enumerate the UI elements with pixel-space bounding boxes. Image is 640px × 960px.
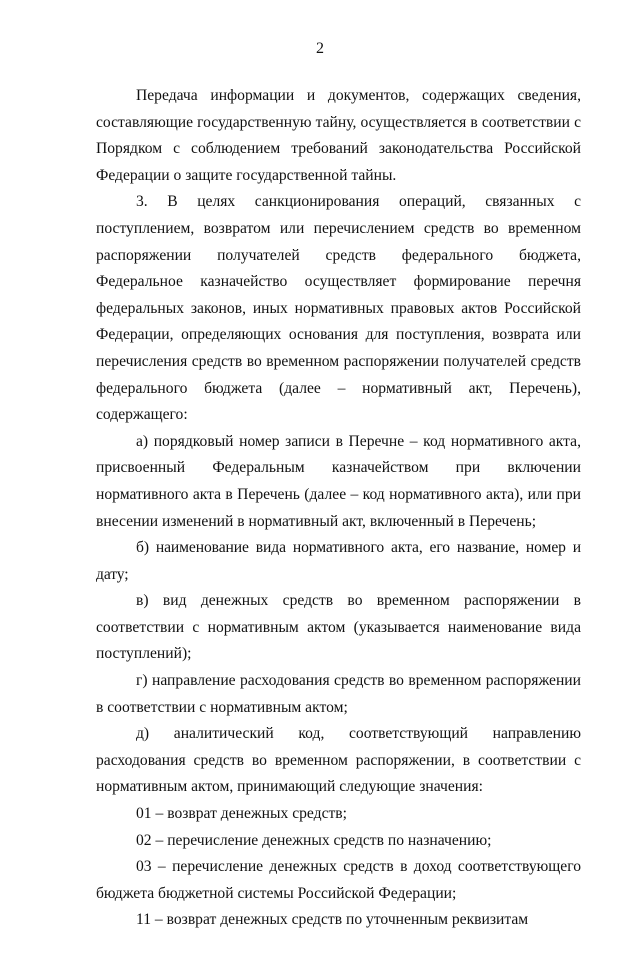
- page-number: 2: [316, 40, 324, 57]
- paragraph-sub-d: д) аналитический код, соответствующий направлению расходования средств во временном распоряжении, в соответствии с нормативным актом, принимающий следующие значения:: [96, 725, 581, 796]
- paragraph-sub-v: в) вид денежных средств во временном распоряжении в соответствии с нормативным актом (указывается наименование вида поступлений);: [96, 592, 581, 663]
- paragraph-item-3: 3. В целях санкционирования операций, связанных с поступлением, возвратом или перечислением средств во временном распоряжении получателей средств федерального бюджета, Федеральное казначейство осуществляет формирование перечня федеральных законов, иных нормативных правовых актов Российской Федерации, определяющих основания для поступления, возврата или перечисления средств во временном распоряжении получателей средств федерального бюджета (далее – нормативный акт, Перечень), содержащего:: [96, 193, 581, 424]
- paragraph-state-secret: Передача информации и документов, содержащих сведения, составляющие государственную тайну, осуществляется в соответствии с Порядком с соблюдением требований законодательства Российской Федерации о защите государственной тайны.: [96, 87, 581, 184]
- paragraph-code-01: 01 – возврат денежных средств;: [136, 805, 348, 823]
- paragraph-code-02: 02 – перечисление денежных средств по назначению;: [136, 831, 492, 849]
- paragraph-code-11: 11 – возврат денежных средств по уточненным реквизитам: [136, 911, 529, 929]
- paragraph-sub-a: а) порядковый номер записи в Перечне – код нормативного акта, присвоенный Федеральным казначейством при включении нормативного акта в Перечень (далее – код нормативного акта), или при внесении изменений в нормативный акт, включенный в Перечень;: [96, 432, 581, 530]
- document-body: [96, 83, 581, 960]
- paragraph-sub-b: б) наименование вида нормативного акта, его название, номер и дату;: [96, 539, 581, 583]
- paragraph-code-03: 03 – перечисление денежных средств в доход соответствующего бюджета бюджетной системы Российской Федерации;: [96, 858, 581, 902]
- paragraph-sub-g: г) направление расходования средств во временном распоряжении в соответствии с нормативным актом;: [96, 672, 581, 716]
